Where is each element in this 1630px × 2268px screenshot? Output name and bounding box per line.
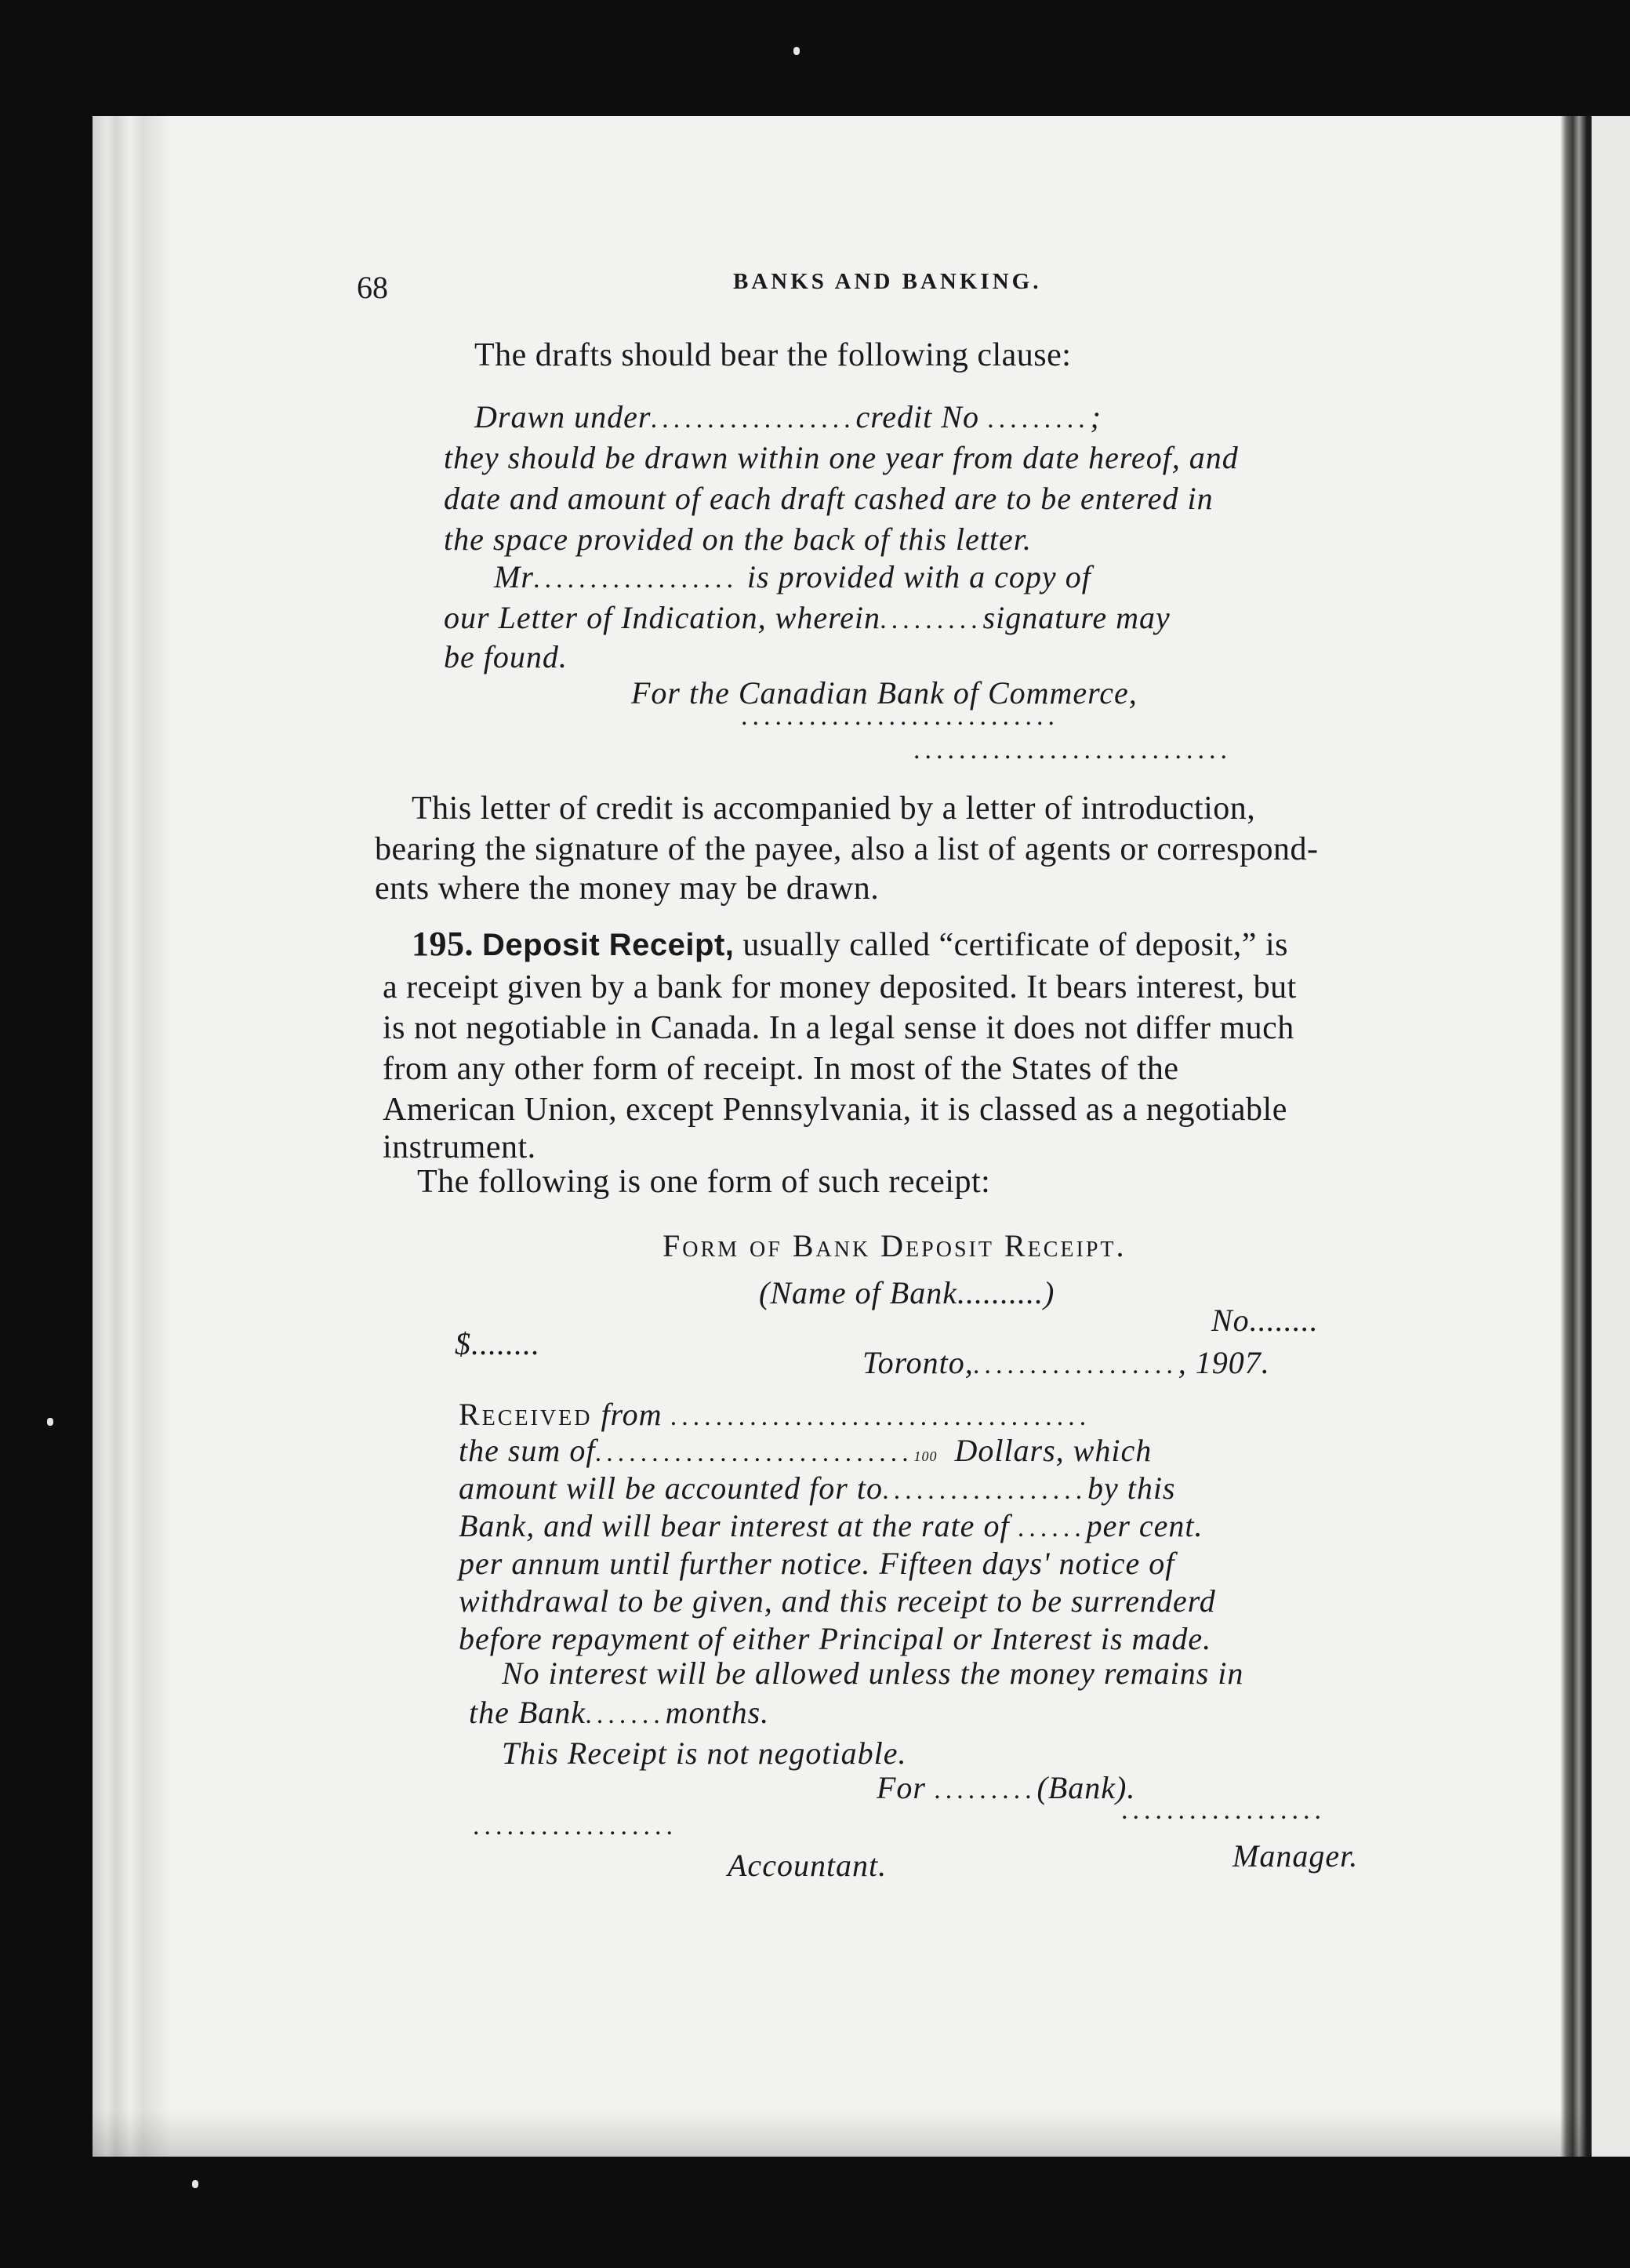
- dust-speck: [793, 47, 800, 55]
- manager-label: Manager.: [1232, 1838, 1359, 1874]
- credit-paragraph-line-3: ents where the money may be drawn.: [375, 870, 880, 907]
- signature-dots-2: ............................: [913, 736, 1232, 765]
- section-195-line-3: is not negotiable in Canada. In a legal sense it does not differ much: [383, 1010, 1294, 1046]
- clause-intro: The drafts should bear the following clause:: [474, 337, 1072, 373]
- section-195-line-7: The following is one form of such receipt:: [417, 1164, 991, 1200]
- dust-speck: [192, 2180, 198, 2188]
- form-line-10: This Receipt is not negotiable.: [502, 1736, 907, 1771]
- running-title: BANKS AND BANKING.: [733, 269, 1042, 294]
- credit-paragraph-line-2: bearing the signature of the payee, also a list of agents or correspond-: [375, 831, 1319, 867]
- form-title: Form of Bank Deposit Receipt.: [663, 1228, 1127, 1263]
- form-line-3: amount will be accounted for to..................by this: [459, 1470, 1176, 1506]
- form-number: No........: [1211, 1303, 1319, 1338]
- clause-line-4: the space provided on the back of this letter.: [444, 522, 1032, 557]
- clause-line-1: Drawn under..................credit No .........;: [474, 399, 1102, 434]
- form-line-7: before repayment of either Principal or Interest is made.: [459, 1621, 1212, 1656]
- accountant-label: Accountant.: [728, 1848, 888, 1883]
- clause-line-5: Mr.................. is provided with a copy of: [494, 559, 1091, 594]
- form-bank-name-line: (Name of Bank..........): [759, 1275, 1055, 1310]
- accountant-signature-dots: ..................: [473, 1812, 677, 1841]
- dust-speck: [47, 1418, 53, 1426]
- clause-line-3: date and amount of each draft cashed are to be entered in: [444, 481, 1214, 516]
- page-bottom-shadow: [93, 2110, 1586, 2157]
- clause-line-2: they should be drawn within one year from date hereof, and: [444, 440, 1239, 475]
- form-date-line: Toronto,.................., 1907.: [862, 1345, 1270, 1380]
- form-line-5: per annum until further notice. Fifteen days' notice of: [459, 1546, 1175, 1581]
- section-195-line-4: from any other form of receipt. In most of the States of the: [383, 1051, 1179, 1087]
- form-line-4: Bank, and will bear interest at the rate of ......per cent.: [459, 1508, 1203, 1543]
- section-195-line-2: a receipt given by a bank for money deposited. It bears interest, but: [383, 969, 1297, 1005]
- section-heading: Deposit Receipt,: [482, 928, 735, 962]
- page-left-edge: [93, 116, 179, 2157]
- manager-signature-dots: ..................: [1121, 1796, 1326, 1825]
- form-line-9: the Bank.......months.: [469, 1695, 770, 1730]
- page-gutter-edge: [1560, 116, 1592, 2157]
- form-line-8: No interest will be allowed unless the money remains in: [502, 1656, 1244, 1691]
- section-195-line-1: 195. Deposit Receipt, usually called “certificate of deposit,” is: [412, 925, 1288, 963]
- clause-bank-line: For the Canadian Bank of Commerce,: [631, 675, 1138, 711]
- page-number: 68: [357, 270, 388, 305]
- section-number: 195.: [412, 925, 474, 963]
- section-195-line-6: instrument.: [383, 1129, 536, 1165]
- form-amount: $........: [455, 1326, 540, 1361]
- adjacent-page-strip: [1592, 116, 1630, 2157]
- clause-line-6: our Letter of Indication, wherein.........signature may: [444, 600, 1171, 635]
- form-for-bank-line: For .........(Bank).: [877, 1770, 1136, 1805]
- signature-dots-1: ............................: [741, 702, 1059, 731]
- form-received-line: Received from .....................................: [459, 1397, 1092, 1432]
- section-195-line-5: American Union, except Pennsylvania, it is classed as a negotiable: [383, 1092, 1287, 1128]
- form-line-6: withdrawal to be given, and this receipt to be surrenderd: [459, 1583, 1216, 1619]
- credit-paragraph-line-1: This letter of credit is accompanied by a letter of introduction,: [412, 791, 1256, 827]
- clause-line-7: be found.: [444, 639, 568, 674]
- form-sum-line: the sum of............................100 Dollars, which: [459, 1433, 1153, 1468]
